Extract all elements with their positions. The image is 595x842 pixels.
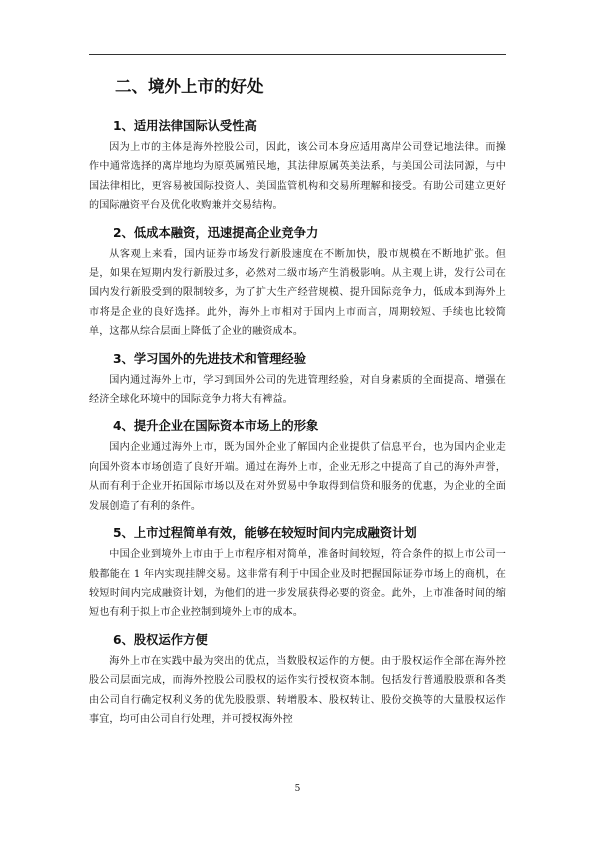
subsection [89,414,506,516]
subsection [89,347,506,410]
header-rule [89,54,506,55]
subsection-title: 1、适用法律国际认受性高 [113,119,257,133]
subsection [89,221,506,342]
paragraph: 中国企业到境外上市由于上市程序相对简单，准备时间较短，符合条件的拟上市公司一般都能在 1 年内实现挂牌交易。这非常有利于中国企业及时把握国际证券市场上的商机，在较短时间内完成融资计划，为他们的进一步发展获得必要的资金。此外，上市准备时间的缩短也有利于拟上市企业控制到境外上市的成本。 [89,549,506,619]
subsection-title: 4、提升企业在国际资本市场上的形象 [113,419,319,434]
subsection [89,521,506,623]
subsection [89,628,506,730]
subsection-title: 2、低成本融资，迅速提高企业竞争力 [113,225,319,240]
section-title: 二、境外上市的好处 [115,77,264,96]
paragraph: 国内通过海外上市，学习到国外公司的先进管理经验，对自身素质的全面提高、增强在经济全球化环境中的国际竞争力将大有裨益。 [89,374,506,406]
paragraph: 因为上市的主体是海外控股公司，因此，该公司本身应适用离岸公司登记地法律。而操作中通常选择的离岸地均为原英属殖民地，其法律原属英美法系，与美国公司法同源，与中国法律相比，更容易被国际投资人、美国监管机构和交易所理解和接受。有助公司建立更好的国际融资平台及优化收购兼并交易结构。 [89,142,506,212]
subsection-title: 5、上市过程简单有效，能够在较短时间内完成融资计划 [113,526,417,541]
subsection-title: 6、股权运作方便 [113,632,208,647]
page-content [89,72,506,734]
page-number: 5 [294,784,301,794]
subsection [89,114,506,216]
paragraph: 海外上市在实践中最为突出的优点，当数股权运作的方便。由于股权运作全部在海外控股公司层面完成，而海外控股公司股权的运作实行授权资本制。包括发行普通股股票和各类由公司自行确定权利义务的优先股股票、转增股本、股权转让、股份交换等的大量股权运作事宜，均可由公司自行处理，并可授权海外控 [89,655,506,725]
paragraph: 从客观上来看，国内证券市场发行新股速度在不断加快，股市规模在不断地扩张。但是，如果在短期内发行新股过多，必然对二级市场产生消极影响。从主观上讲，发行公司在国内发行新股受到的限制较多，为了扩大生产经营规模、提升国际竞争力，低成本到海外上市将是企业的良好选择。此外，海外上市相对于国内上市而言，周期较短、手续也比较简单，这都从综合层面上降低了企业的融资成本。 [89,248,506,338]
subsection-title: 3、学习国外的先进技术和管理经验 [113,351,307,366]
paragraph: 国内企业通过海外上市，既为国外企业了解国内企业提供了信息平台，也为国内企业走向国外资本市场创造了良好开端。通过在海外上市，企业无形之中提高了自己的海外声誉，从而有利于企业开拓国际市场以及在对外贸易中争取得到信贷和服务的优惠，为企业的全面发展创造了有利的条件。 [89,442,506,512]
